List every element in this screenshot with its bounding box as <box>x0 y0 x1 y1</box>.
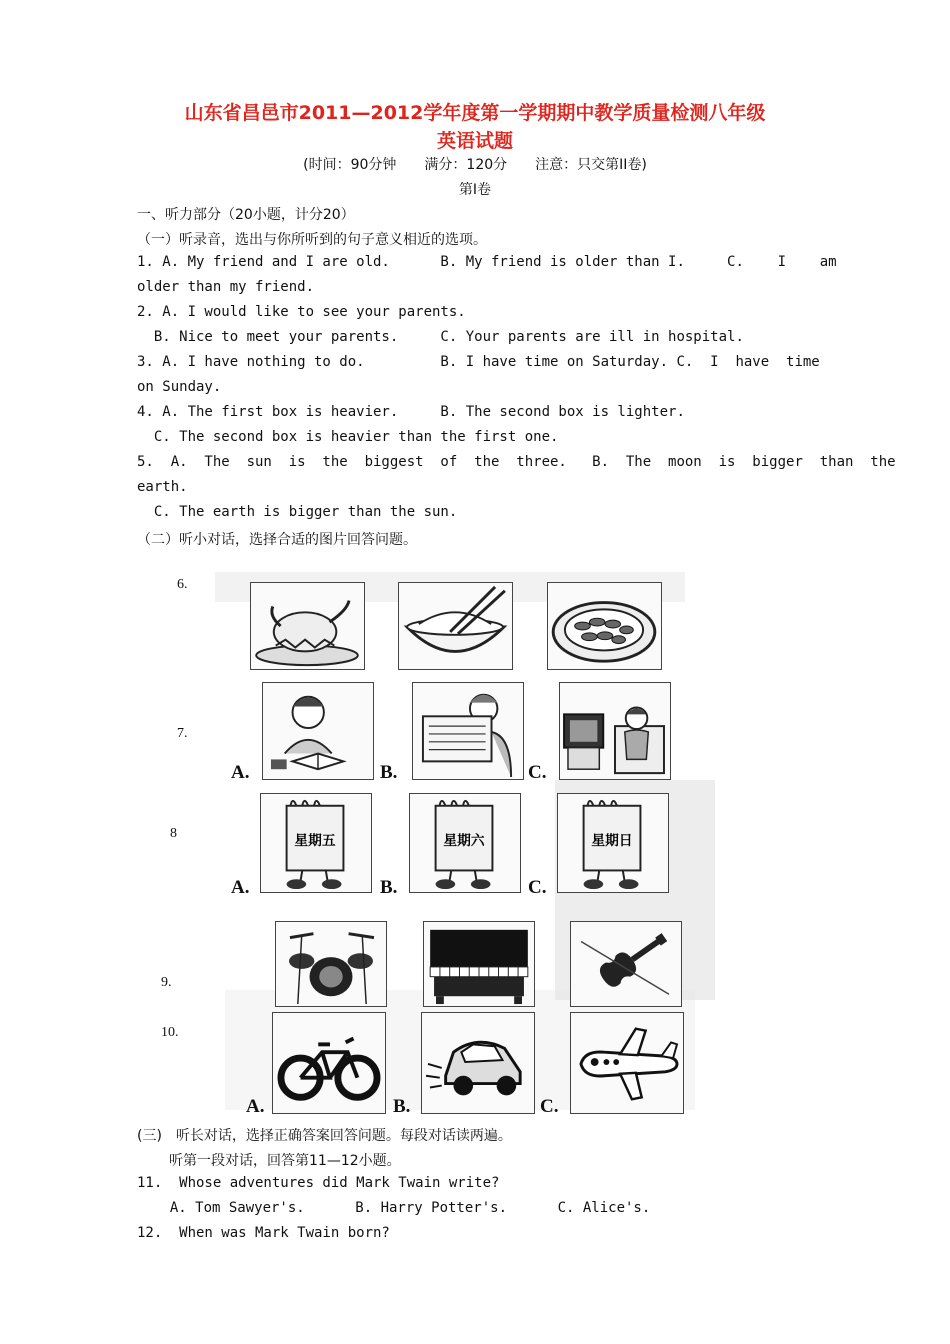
option-b-label: B. <box>393 1096 411 1117</box>
option-a-label: A. <box>246 1096 265 1117</box>
car-picture <box>421 1012 535 1114</box>
calendar-day-text: 星期日 <box>591 832 633 849</box>
question-3-line1: 3. A. I have nothing to do. B. I have time on Saturday. C. I have time <box>137 354 820 370</box>
violin-picture <box>570 921 682 1007</box>
roast-chicken-icon <box>251 583 364 669</box>
option-b-label: B. <box>380 877 398 898</box>
question-5-line2: earth. <box>137 479 188 495</box>
violin-icon <box>571 922 681 1006</box>
option-c-label: C. <box>528 877 547 898</box>
question-2-line2: B. Nice to meet your parents. C. Your parents are ill in hospital. <box>137 329 744 345</box>
option-a-label: A. <box>231 877 250 898</box>
man-reading-newspaper-picture <box>412 682 524 780</box>
calendar-friday-picture <box>260 793 372 893</box>
boy-studying-icon <box>263 683 373 779</box>
exam-info: (时间：90分钟 满分：120分 注意：只交第II卷) <box>303 157 647 173</box>
boy-watching-tv-picture <box>559 682 671 780</box>
watching-tv-icon <box>560 683 670 779</box>
calendar-character-icon <box>558 794 668 892</box>
question-3-line2: on Sunday. <box>137 379 222 395</box>
question-5-line1: 5. A. The sun is the biggest of the three. B. The moon is bigger than the <box>137 454 896 470</box>
volume-label: 第I卷 <box>458 182 492 198</box>
drums-picture <box>275 921 387 1007</box>
calendar-character-icon <box>410 794 520 892</box>
plane-picture <box>570 1012 684 1114</box>
calendar-day-text: 星期六 <box>443 832 485 849</box>
part3-subheading: 听第一段对话，回答第11—12小题。 <box>169 1153 401 1169</box>
airplane-icon <box>571 1013 683 1113</box>
calendar-saturday-picture <box>409 793 521 893</box>
question-10-number: 10. <box>161 1025 179 1040</box>
question-12: 12. When was Mark Twain born? <box>137 1225 390 1241</box>
option-a-label: A. <box>231 762 250 783</box>
option-c-label: C. <box>540 1096 559 1117</box>
question-1-line2: older than my friend. <box>137 279 315 295</box>
boy-reading-book-picture <box>262 682 374 780</box>
part2-heading: （二）听小对话，选择合适的图片回答问题。 <box>137 532 417 548</box>
calendar-character-icon <box>261 794 371 892</box>
bike-picture <box>272 1012 386 1114</box>
question-4-line2: C. The second box is heavier than the first one. <box>137 429 559 445</box>
part1-heading: （一）听录音，选出与你所听到的句子意义相近的选项。 <box>137 232 487 248</box>
question-7-number: 7. <box>177 726 188 741</box>
question-6-number: 6. <box>177 577 188 592</box>
question-2-line1: 2. A. I would like to see your parents. <box>137 304 466 320</box>
calendar-sunday-picture <box>557 793 669 893</box>
rice-bowl-icon <box>399 583 512 669</box>
question-8-number: 8 <box>170 826 177 841</box>
nuts-plate-picture <box>547 582 662 670</box>
option-b-label: B. <box>380 762 398 783</box>
question-4-line1: 4. A. The first box is heavier. B. The second box is lighter. <box>137 404 685 420</box>
piano-icon <box>424 922 534 1006</box>
page-title: 山东省昌邑市2011—2012学年度第一学期期中教学质量检测八年级 <box>184 102 766 124</box>
chicken-picture <box>250 582 365 670</box>
question-11: 11. Whose adventures did Mark Twain write? <box>137 1175 500 1191</box>
rice-bowl-picture <box>398 582 513 670</box>
question-11-options: A. Tom Sawyer's. B. Harry Potter's. C. Alice's. <box>153 1200 651 1216</box>
question-9-number: 9. <box>161 975 172 990</box>
bicycle-icon <box>273 1013 385 1113</box>
drum-kit-icon <box>276 922 386 1006</box>
newspaper-reader-icon <box>413 683 523 779</box>
question-5-line3: C. The earth is bigger than the sun. <box>137 504 458 520</box>
piano-picture <box>423 921 535 1007</box>
car-icon <box>422 1013 534 1113</box>
peanuts-plate-icon <box>548 583 661 669</box>
question-1-line1: 1. A. My friend and I are old. B. My friend is older than I. C. I am <box>137 254 837 270</box>
page-subtitle: 英语试题 <box>436 130 513 152</box>
calendar-day-text: 星期五 <box>294 832 336 849</box>
section-heading: 一、听力部分（20小题，计分20） <box>137 207 355 223</box>
part3-heading: (三) 听长对话，选择正确答案回答问题。每段对话读两遍。 <box>137 1128 512 1144</box>
option-c-label: C. <box>528 762 547 783</box>
